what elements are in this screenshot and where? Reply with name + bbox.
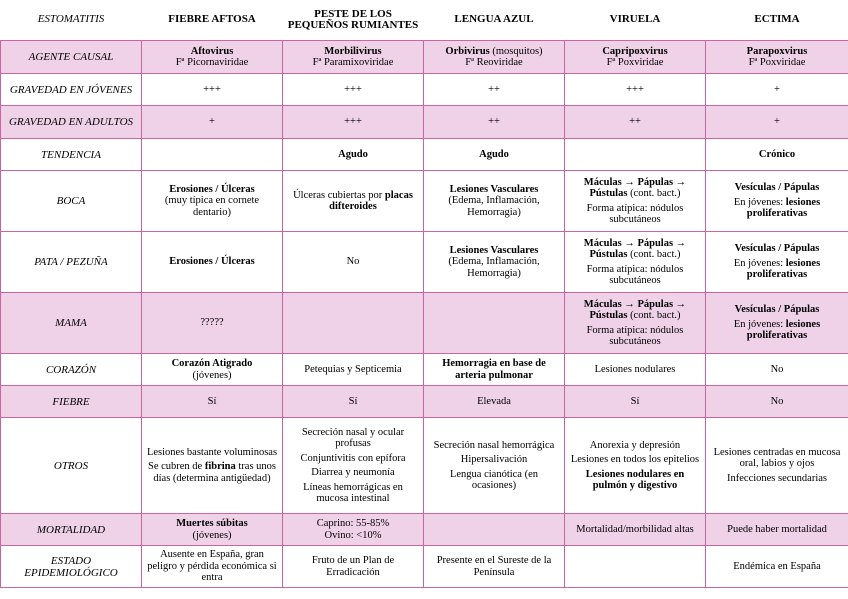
row-label: GRAVEDAD EN JÓVENES: [1, 74, 142, 106]
cell: Orbivirus (mosquitos) Fª Reoviridae: [424, 41, 565, 74]
row-label: MORTALIDAD: [1, 514, 142, 546]
row-label: ESTADO EPIDEMIOLÓGICO: [1, 546, 142, 588]
cell: [565, 139, 706, 171]
row-otros: [1, 418, 848, 514]
row-label: AGENTE CAUSAL: [1, 41, 142, 74]
cell: Erosiones / Úlceras: [142, 232, 283, 293]
cell: Corazón Atigrado (jóvenes): [142, 354, 283, 386]
cell: Agudo: [283, 139, 424, 171]
row-pata-pezuna: [1, 232, 848, 293]
cell: Lesiones centradas en mucosa oral, labios y ojos Infecciones secundarias: [706, 418, 848, 514]
row-label: BOCA: [1, 171, 142, 232]
row-estado-epidemiologico: [1, 546, 848, 588]
cell: Aftovirus Fª Picornaviridae: [142, 41, 283, 74]
cell: Muertes súbitas (jóvenes): [142, 514, 283, 546]
cell: Ausente en España, gran peligro y pérdida económica si entra: [142, 546, 283, 588]
row-label: PATA / PEZUÑA: [1, 232, 142, 293]
cell: Parapoxvirus Fª Poxviridae: [706, 41, 848, 74]
row-gravedad-adultos: [1, 106, 848, 139]
row-corazon: [1, 354, 848, 386]
row-tendencia: [1, 139, 848, 171]
cell: Lesiones Vasculares (Edema, Inflamación, Hemorragia): [424, 171, 565, 232]
row-label: MAMA: [1, 293, 142, 354]
cell: [565, 546, 706, 588]
cell: Máculas → Pápulas → Pústulas (cont. bact.) Forma atípica: nódulos subcutáneos: [565, 232, 706, 293]
cell: Lesiones bastante voluminosas Se cubren de fibrina tras unos días (determina antigüedad): [142, 418, 283, 514]
row-label: TENDENCIA: [1, 139, 142, 171]
cell: +++: [142, 74, 283, 106]
cell: Mortalidad/morbilidad altas: [565, 514, 706, 546]
cell: +: [142, 106, 283, 139]
cell: +++: [283, 106, 424, 139]
row-gravedad-jovenes: [1, 74, 848, 106]
row-label: CORAZÓN: [1, 354, 142, 386]
cell: Máculas → Pápulas → Pústulas (cont. bact.) Forma atípica: nódulos subcutáneos: [565, 171, 706, 232]
cell: Morbilivirus Fª Paramixoviridae: [283, 41, 424, 74]
header-estomatitis: ESTOMATITIS: [1, 0, 142, 41]
cell: ++: [565, 106, 706, 139]
cell: Máculas → Pápulas → Pústulas (cont. bact.) Forma atípica: nódulos subcutáneos: [565, 293, 706, 354]
cell: Vesículas / Pápulas En jóvenes: lesiones proliferativas: [706, 232, 848, 293]
row-label: FIEBRE: [1, 386, 142, 418]
cell: +: [706, 74, 848, 106]
cell: Erosiones / Úlceras (muy típica en cornete dentario): [142, 171, 283, 232]
row-fiebre: [1, 386, 848, 418]
header-row: [1, 0, 848, 41]
cell: ++: [424, 106, 565, 139]
cell: ?????: [142, 293, 283, 354]
cell: [424, 293, 565, 354]
cell: Elevada: [424, 386, 565, 418]
cell: Vesículas / Pápulas En jóvenes: lesiones proliferativas: [706, 293, 848, 354]
cell: +++: [283, 74, 424, 106]
cell: Capripoxvirus Fª Poxviridae: [565, 41, 706, 74]
row-agente-causal: [1, 41, 848, 74]
cell: Anorexia y depresión Lesiones en todos los epitelios Lesiones nodulares en pulmón y digestivo: [565, 418, 706, 514]
cell: Petequias y Septicemia: [283, 354, 424, 386]
row-mortalidad: [1, 514, 848, 546]
cell: [424, 514, 565, 546]
cell: Sí: [565, 386, 706, 418]
cell: Secreción nasal hemorrágica Hipersalivación Lengua cianótica (en ocasiones): [424, 418, 565, 514]
cell: Sí: [142, 386, 283, 418]
cell: [142, 139, 283, 171]
cell: Lesiones Vasculares (Edema, Inflamación, Hemorragia): [424, 232, 565, 293]
cell: No: [706, 386, 848, 418]
row-label: GRAVEDAD EN ADULTOS: [1, 106, 142, 139]
header-ectima: ECTIMA: [706, 0, 848, 41]
cell: Agudo: [424, 139, 565, 171]
cell: Puede haber mortalidad: [706, 514, 848, 546]
cell: +++: [565, 74, 706, 106]
header-viruela: VIRUELA: [565, 0, 706, 41]
cell: Hemorragia en base de arteria pulmonar: [424, 354, 565, 386]
cell: Endémica en España: [706, 546, 848, 588]
cell: Presente en el Sureste de la Península: [424, 546, 565, 588]
cell: +: [706, 106, 848, 139]
cell: Caprino: 55-85% Ovino: <10%: [283, 514, 424, 546]
row-boca: [1, 171, 848, 232]
cell: No: [283, 232, 424, 293]
cell: Secreción nasal y ocular profusas Conjuntivitis con epífora Diarrea y neumonía Líneas hemorrágicas en mucosa intestinal: [283, 418, 424, 514]
header-fiebre-aftosa: FIEBRE AFTOSA: [142, 0, 283, 41]
cell: [283, 293, 424, 354]
cell: Úlceras cubiertas por placas difteroides: [283, 171, 424, 232]
row-label: OTROS: [1, 418, 142, 514]
row-mama: [1, 293, 848, 354]
cell: ++: [424, 74, 565, 106]
header-peste-pequenos-rumiantes: PESTE DE LOS PEQUEÑOS RUMIANTES: [283, 0, 424, 41]
cell: Sí: [283, 386, 424, 418]
cell: Crónico: [706, 139, 848, 171]
header-lengua-azul: LENGUA AZUL: [424, 0, 565, 41]
cell: Lesiones nodulares: [565, 354, 706, 386]
cell: No: [706, 354, 848, 386]
cell: Fruto de un Plan de Erradicación: [283, 546, 424, 588]
cell: Vesículas / Pápulas En jóvenes: lesiones proliferativas: [706, 171, 848, 232]
